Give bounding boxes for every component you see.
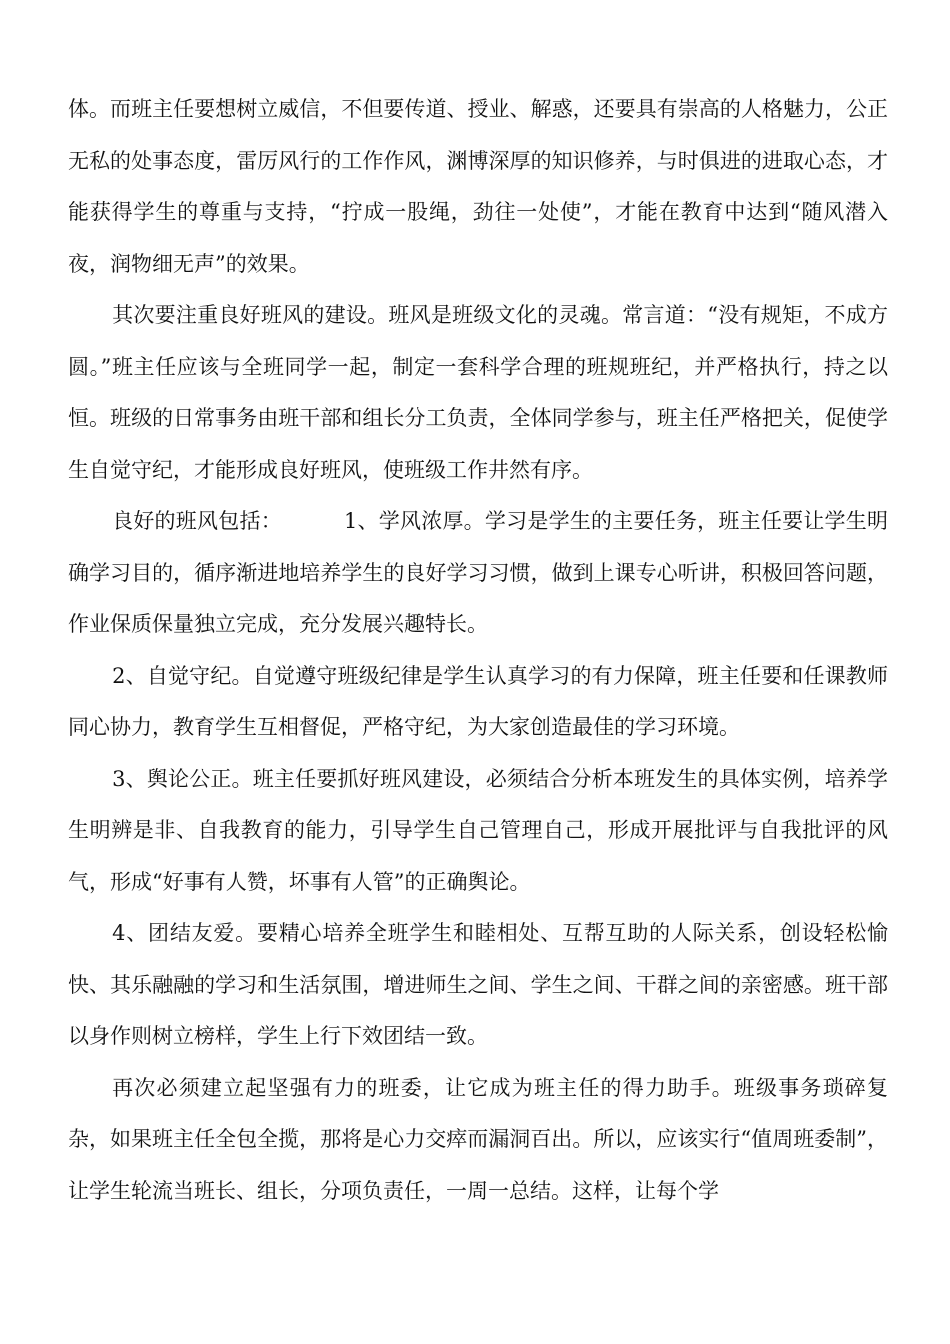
paragraph-class-style: 其次要注重良好班风的建设。班风是班级文化的灵魂。常言道：“没有规矩，不成方圆。”班主任应该与全班同学一起，制定一套科学合理的班规班纪，并严格执行，持之以恒。班级的日常事务由班干部和组长分工负责，全体同学参与，班主任严格把关，促使学生自觉守纪，才能形成良好班风，使班级工作井然有序。 — [68, 303, 888, 482]
document-page — [68, 84, 888, 1217]
paragraph-good-style-list — [68, 496, 888, 651]
list-item-public-opinion: 3、舆论公正。班主任要抓好班风建设，必须结合分析本班发生的具体实例，培养学生明辨是非、自我教育的能力，引导学生自己管理自己，形成开展批评与自我批评的风气，形成“好事有人赞，坏事有人管”的正确舆论。 — [68, 766, 888, 894]
paragraph-continuation: 体。而班主任要想树立威信，不但要传道、授业、解惑，还要具有崇高的人格魅力，公正无私的处事态度，雷厉风行的工作作风，渊博深厚的知识修养，与时俱进的进取心态，才能获得学生的尊重与支持，“拧成一股绳，劲往一处使”，才能在教育中达到“随风潜入夜，润物细无声”的效果。 — [68, 97, 888, 276]
list-lead-label: 良好的班风包括： — [112, 509, 282, 533]
list-item-study-atmosphere: 1、学风浓厚。学习是学生的主要任务，班主任要让学生明确学习目的，循序渐进地培养学生的良好学习习惯，做到上课专心听讲，积极回答问题，作业保质保量独立完成，充分发展兴趣特长。 — [68, 509, 889, 636]
list-item-discipline: 2、自觉守纪。自觉遵守班级纪律是学生认真学习的有力保障，班主任要和任课教师同心协力，教育学生互相督促，严格守纪，为大家创造最佳的学习环境。 — [68, 663, 888, 739]
paragraph-class-committee: 再次必须建立起坚强有力的班委，让它成为班主任的得力助手。班级事务琐碎复杂，如果班主任全包全揽，那将是心力交瘁而漏洞百出。所以，应该实行“值周班委制”，让学生轮流当班长、组长，分项负责任，一周一总结。这样，让每个学 — [68, 1075, 888, 1203]
list-item-unity: 4、团结友爱。要精心培养全班学生和睦相处、互帮互助的人际关系，创设轻松愉快、其乐融融的学习和生活氛围，增进师生之间、学生之间、干群之间的亲密感。班干部以身作则树立榜样，学生上行下效团结一致。 — [68, 921, 888, 1048]
